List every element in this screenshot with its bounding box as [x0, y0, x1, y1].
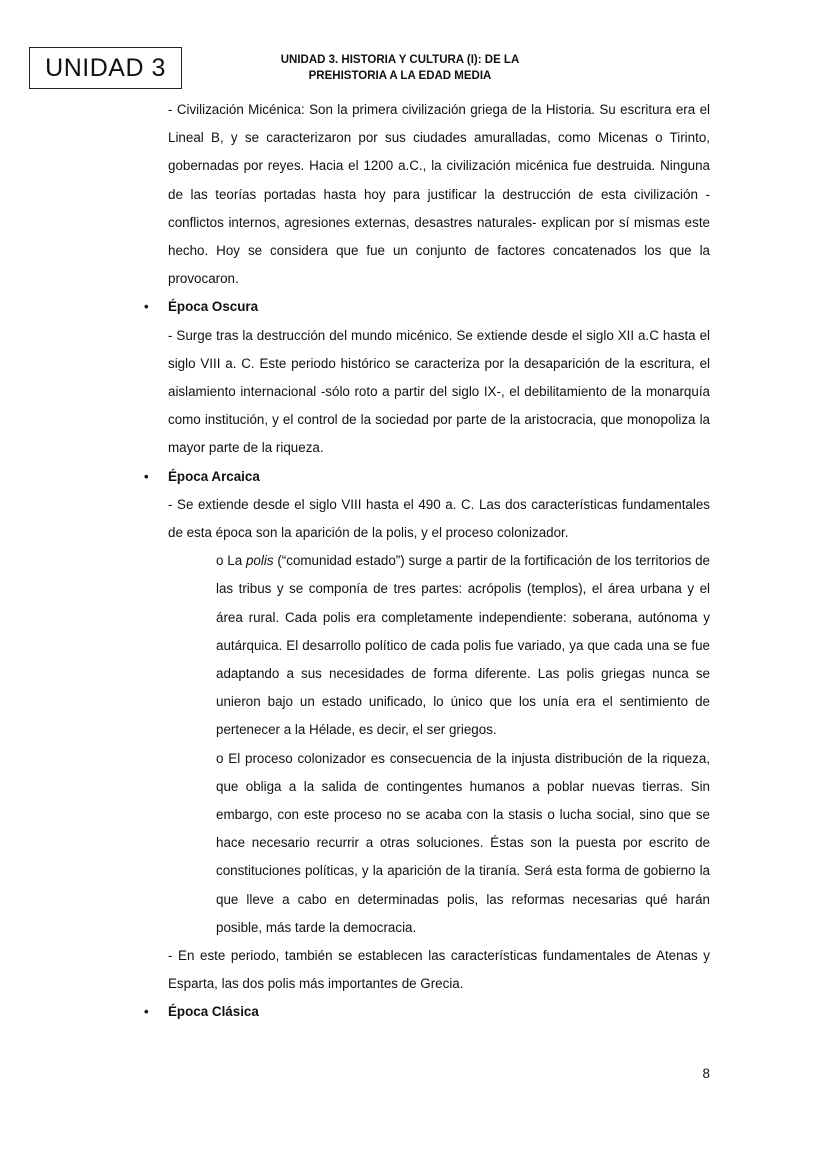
- heading-text: Época Clásica: [168, 1004, 259, 1020]
- unit-label: UNIDAD 3: [45, 53, 166, 82]
- heading-text: Época Arcaica: [168, 468, 260, 484]
- main-content: [144, 96, 710, 1027]
- unit-label-box: [29, 47, 182, 89]
- arcaica-closing-paragraph: - En este periodo, también se establecen las características fundamentales de Atenas y Esparta, las dos polis más importantes de Grecia.: [168, 948, 710, 992]
- bullet-icon: •: [144, 1004, 149, 1020]
- section-heading-epoca-arcaica: [144, 463, 710, 491]
- section-heading-epoca-clasica: [144, 998, 710, 1026]
- header-title: [240, 52, 560, 84]
- header-title-line-1: UNIDAD 3. HISTORIA Y CULTURA (I): DE LA: [280, 54, 520, 66]
- heading-text: Época Oscura: [168, 299, 259, 315]
- section-heading-epoca-oscura: [144, 293, 710, 321]
- polis-sub-item: [216, 547, 710, 744]
- micenica-paragraph: - Civilización Micénica: Son la primera civilización griega de la Historia. Su escritura era el Lineal B, y se caracterizaron por sus ciudades amuralladas, como Micenas o Tirinto, gobernadas por reyes. Hacia el 1200 a.C., la civilización micénica fue destruida. Ninguna de las teorías portadas hasta hoy para justificar la destrucción de esta civilización -conflictos internos, agresiones externas, desastres naturales- explican por sí mismas este hecho. Hoy se considera que fue un conjunto de factores concatenados los que la provocaron.: [168, 102, 710, 287]
- polis-term: polis: [245, 553, 274, 569]
- polis-text: (“comunidad estado”) surge a partir de la fortificación de los territorios de las tribus y se componía de tres partes: acrópolis (templos), el área urbana y el área rural. Cada polis era completamente independiente: soberana, autónoma y autárquica. El desarrollo político de cada polis fue variado, ya que cada una se fue adaptando a sus necesidades de forma diferente. Las polis griegas nunca se unieron bajo un estado unificado, lo único que los unía era el sentimiento de pertenecer a la Hélade, es decir, el ser griegos.: [216, 553, 710, 738]
- bullet-icon: •: [144, 299, 149, 315]
- sub-bullet-icon: o: [216, 553, 224, 569]
- epoca-oscura-paragraph: - Surge tras la destrucción del mundo micénico. Se extiende desde el siglo XII a.C hasta el siglo VIII a. C. Este periodo histórico se caracteriza por la desaparición de la escritura, el aislamiento internacional -sólo roto a partir del siglo IX-, el debilitamiento de la monarquía como institución, y el control de la sociedad por parte de la aristocracia, que monopoliza la mayor parte de la riqueza.: [168, 327, 710, 456]
- epoca-arcaica-paragraph: - Se extiende desde el siglo VIII hasta el 490 a. C. Las dos características fundamentales de esta época son la aparición de la polis, y el proceso colonizador.: [168, 496, 710, 541]
- polis-prefix: La: [227, 553, 243, 569]
- sub-bullet-icon: o: [216, 750, 224, 766]
- header-title-line-2: PREHISTORIA A LA EDAD MEDIA: [308, 70, 492, 82]
- bullet-icon: •: [144, 468, 149, 484]
- colonizador-sub-item: [216, 745, 710, 942]
- colonizador-text: El proceso colonizador es consecuencia de la injusta distribución de la riqueza, que obliga a la salida de contingentes humanos a poblar nuevas tierras. Sin embargo, con este proceso no se acaba con la stasis o lucha social, sino que se hace necesario recurrir a otras soluciones. Éstas son la puesta por escrito de constituciones políticas, y la aparición de la tiranía. Será esta forma de gobierno la que lleve a cabo en determinadas polis, las reformas necesarias qué harán posible, más tarde la democracia.: [216, 750, 710, 935]
- page-number: 8: [702, 1066, 710, 1081]
